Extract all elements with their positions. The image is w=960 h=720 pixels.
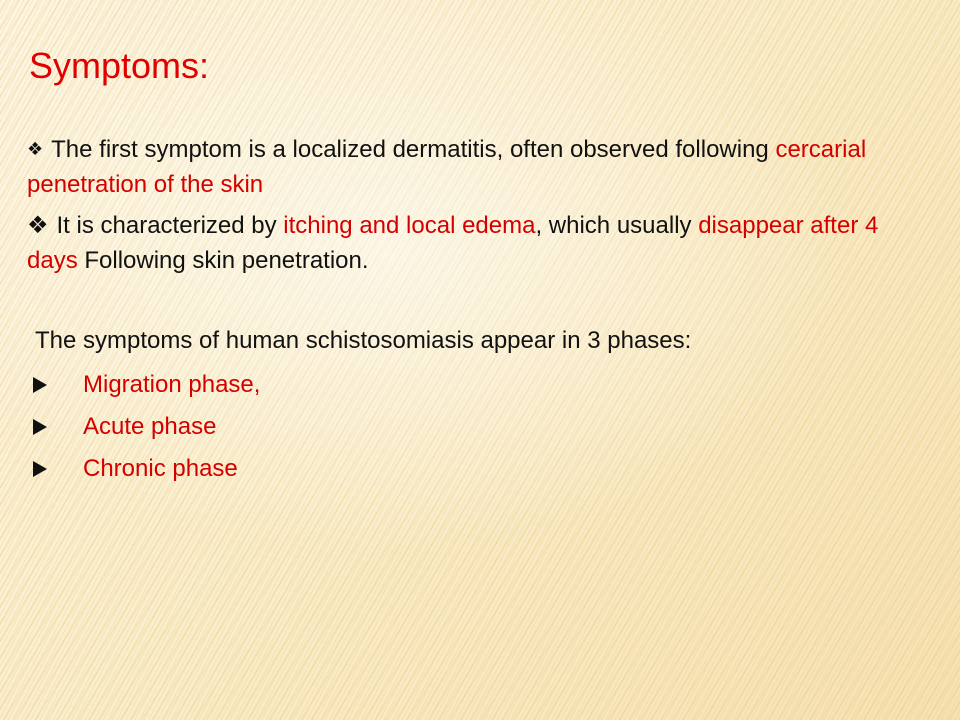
phase-label: Migration phase, — [83, 371, 261, 398]
diamond-bullet-icon: ❖ — [27, 139, 44, 159]
slide-title: Symptoms: — [29, 45, 210, 86]
bullet-paragraph-1 — [27, 132, 907, 202]
bullet-1-text-highlight: cercarial penetration of the skin — [27, 136, 867, 198]
bullet-2-text-highlight-2: disappear after 4 days — [27, 212, 879, 274]
bullet-2-text-highlight-1: itching and local edema — [283, 212, 536, 239]
phase-label: Acute phase — [83, 413, 217, 440]
bullet-2-text-b: , which usually — [535, 212, 699, 239]
bullet-2-text-c: Following skin penetration. — [77, 247, 369, 274]
phase-label: Chronic phase — [83, 455, 238, 482]
arrow-bullet-icon — [33, 461, 47, 477]
phases-intro: The symptoms of human schistosomiasis appear in 3 phases: — [35, 327, 692, 354]
phase-list — [27, 364, 260, 490]
list-item — [27, 364, 260, 406]
diamond-bullet-icon: ❖ — [27, 212, 49, 239]
list-item — [27, 448, 260, 490]
bullet-paragraph-2 — [27, 208, 907, 278]
list-item — [27, 406, 260, 448]
bullet-1-text-a: The first symptom is a localized dermatitis, often observed following — [51, 136, 776, 163]
arrow-bullet-icon — [33, 419, 47, 435]
arrow-bullet-icon — [33, 377, 47, 393]
bullet-2-text-a: It is characterized by — [56, 212, 284, 239]
